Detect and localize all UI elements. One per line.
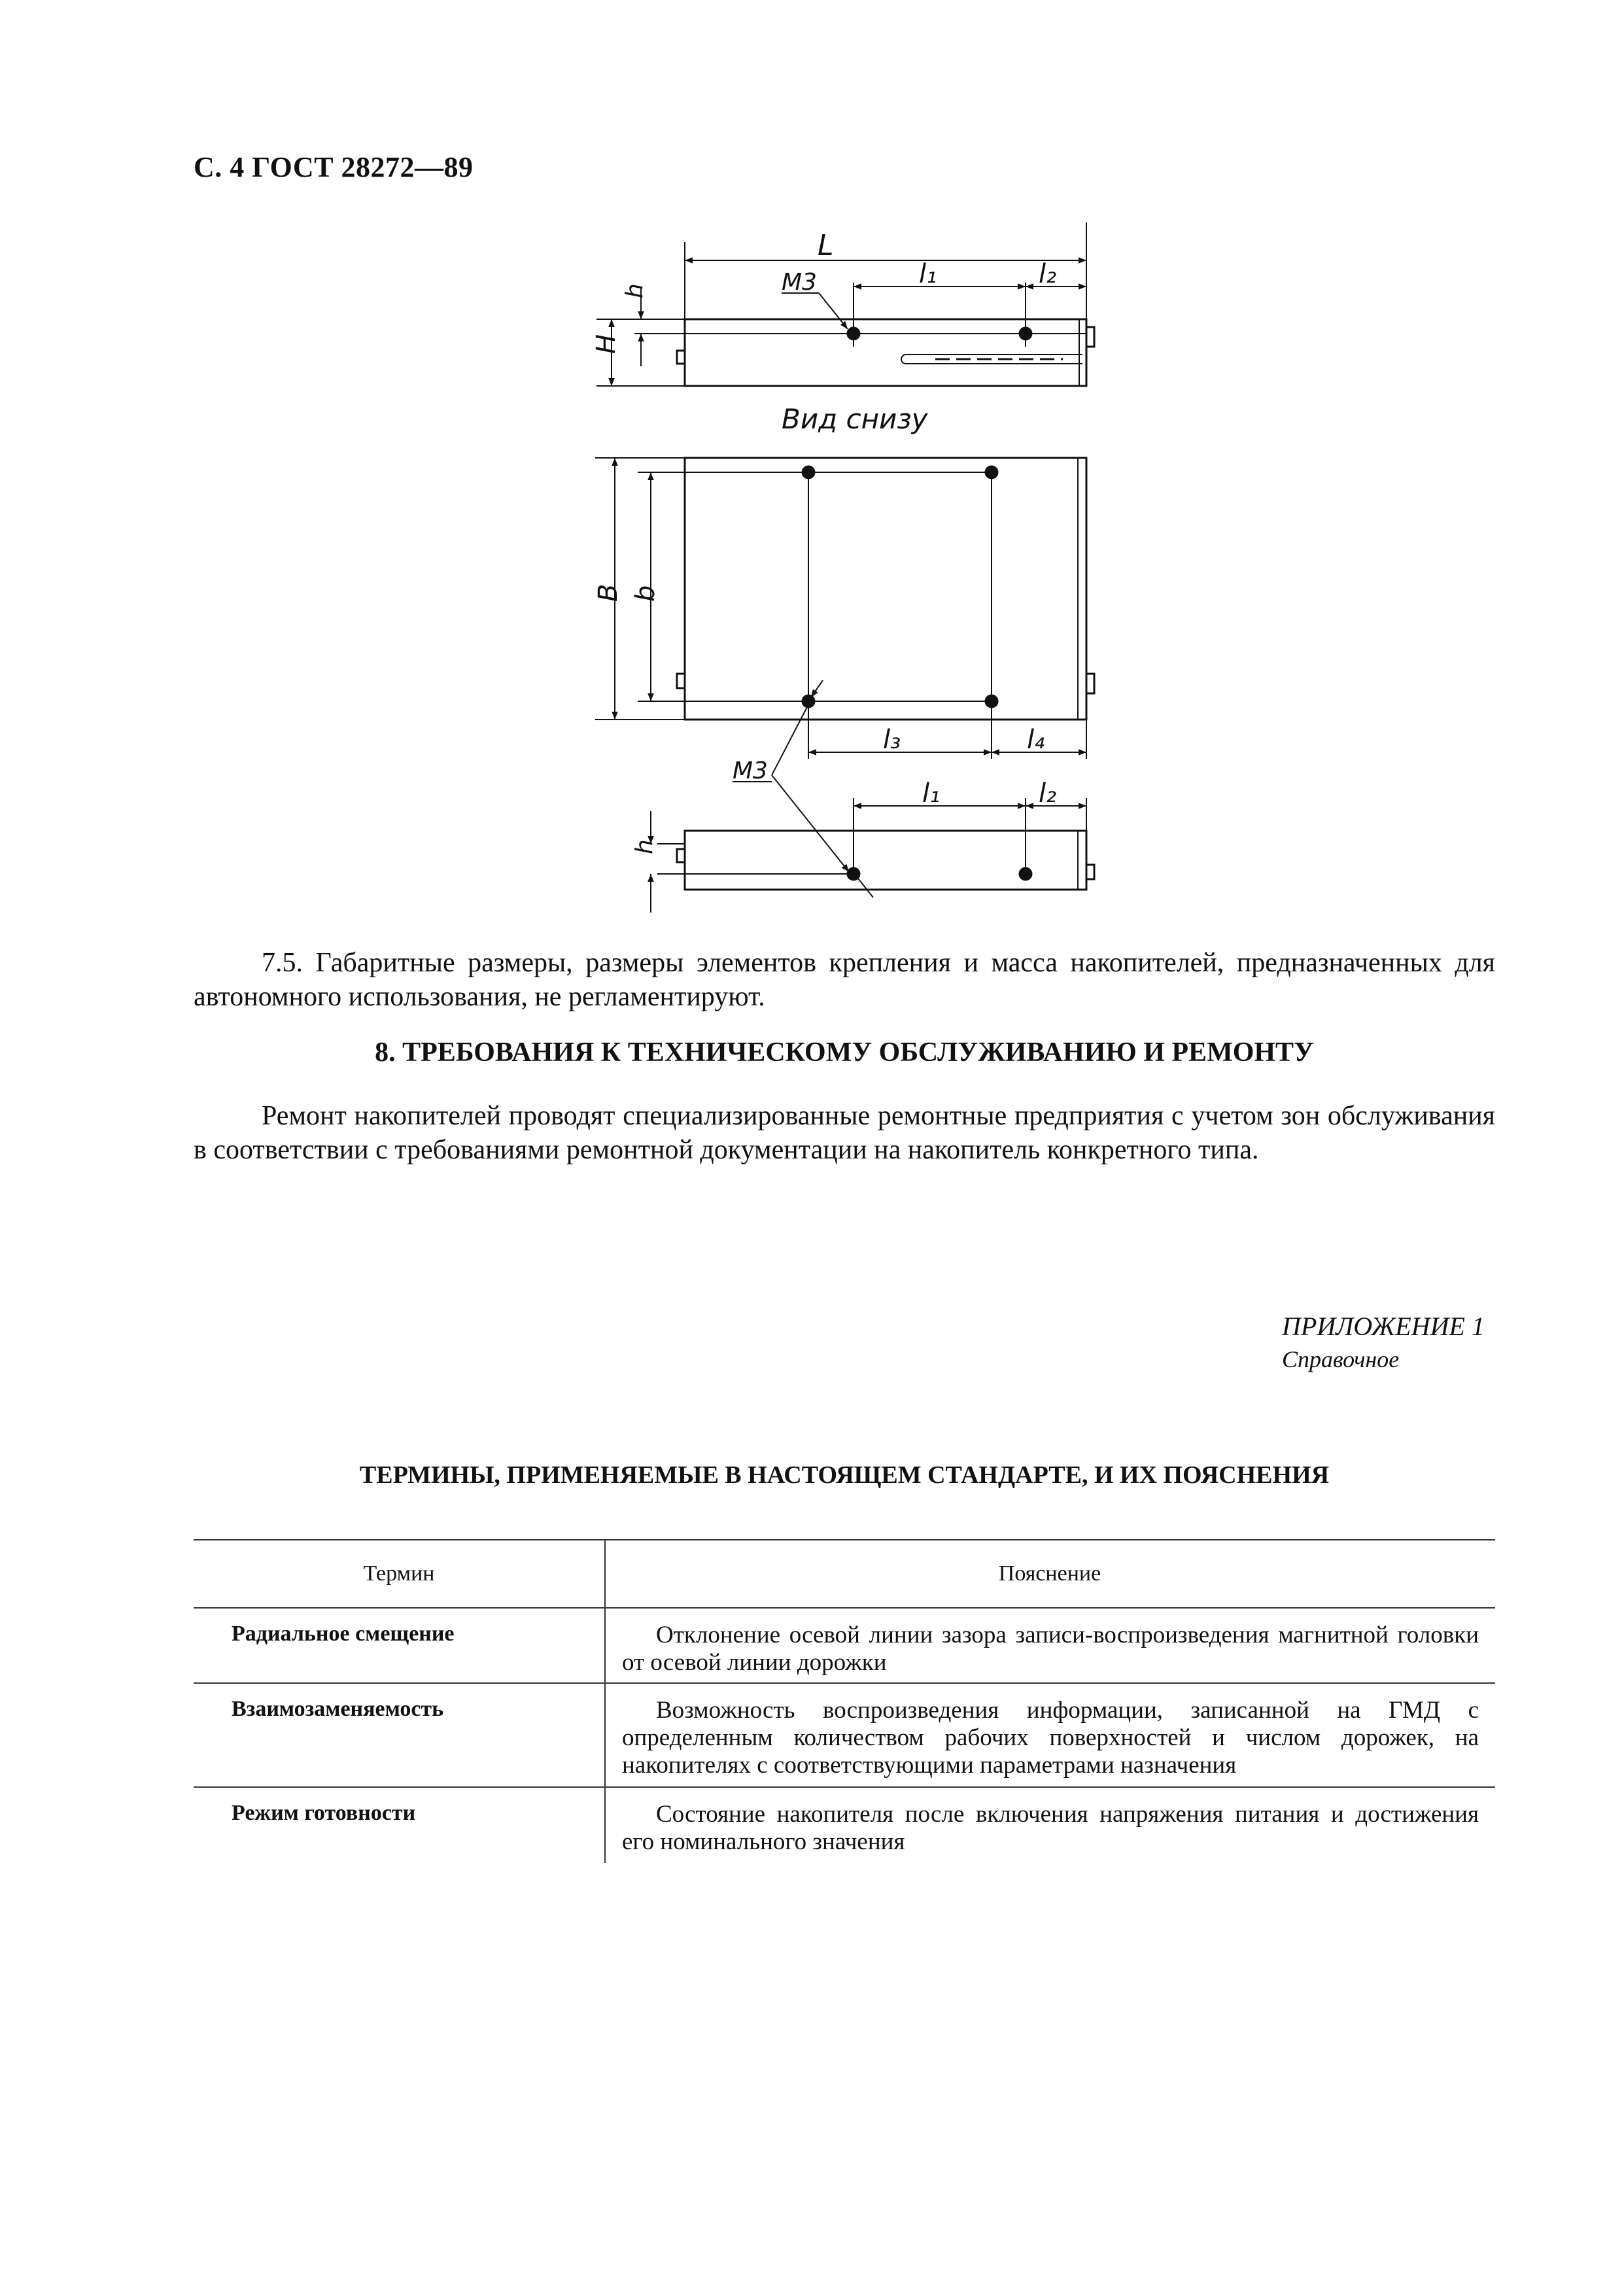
appendix-label xyxy=(1282,1310,1485,1376)
dim-label-B: B xyxy=(593,583,623,602)
bottom-connector-left xyxy=(677,674,685,688)
page-header: С. 4 ГОСТ 28272—89 xyxy=(194,151,474,183)
dim-label-h-top: h xyxy=(621,283,648,298)
side-connector-right xyxy=(1086,327,1094,347)
dim-label-l2: l₂ xyxy=(1039,259,1057,289)
dim-label-l4: l₄ xyxy=(1027,725,1045,755)
column-header-term: Термин xyxy=(363,1561,435,1586)
dim-label-l2-lower: l₂ xyxy=(1039,778,1057,809)
label-m3-top: М3 xyxy=(782,269,817,296)
dim-label-H: H xyxy=(591,334,621,354)
paragraph-7-5: 7.5. Габаритные размеры, размеры элементов крепления и масса накопителей, предназначенных для автономного использования, не регламентируют. xyxy=(194,948,1495,1012)
terms-table-title: ТЕРМИНЫ, ПРИМЕНЯЕМЫЕ В НАСТОЯЩЕМ СТАНДАРТЕ, И ИХ ПОЯСНЕНИЯ xyxy=(359,1461,1330,1489)
appendix-title: ПРИЛОЖЕНИЕ 1 xyxy=(1282,1312,1485,1341)
column-header-explanation: Пояснение xyxy=(998,1561,1101,1586)
appendix-subtitle: Справочное xyxy=(1282,1346,1400,1372)
dim-label-l1-lower: l₁ xyxy=(922,778,941,809)
dim-label-L: L xyxy=(818,229,834,262)
dim-label-l1: l₁ xyxy=(919,259,937,289)
lower-connector-left xyxy=(677,849,685,862)
term-cell: Взаимозаменяемость xyxy=(232,1697,444,1721)
explanation-cell: Состояние накопителя после включения напряжения питания и достижения его номинального значения xyxy=(622,1801,1479,1855)
technical-drawing xyxy=(0,0,1624,955)
bottom-connector-right xyxy=(1086,674,1094,693)
explanation-cell: Возможность воспроизведения информации, записанной на ГМД с определенным количеством рабочих поверхностей и числом дорожек, на накопителях с соответствующими параметрами назначения xyxy=(622,1697,1479,1779)
label-m3-bottom: М3 xyxy=(733,757,768,784)
mount-hole xyxy=(848,328,859,339)
dim-label-h-lower: h xyxy=(631,839,658,854)
dim-label-b: b xyxy=(631,585,661,602)
side-connector-left xyxy=(677,351,685,364)
term-cell: Режим готовности xyxy=(232,1801,416,1825)
bottom-view-caption: Вид снизу xyxy=(782,403,928,435)
bottom-view-body xyxy=(685,458,1086,720)
dim-label-l3: l₃ xyxy=(883,725,901,755)
term-cell: Радиальное смещение xyxy=(232,1622,455,1646)
section-8-text: Ремонт накопителей проводят специализированные ремонтные предприятия с учетом зон обслуживания в соответствии с требованиями ремонтной документации на накопитель конкретного типа. xyxy=(194,1101,1495,1165)
lower-connector-right xyxy=(1086,865,1094,879)
explanation-cell: Отклонение осевой линии зазора записи-воспроизведения магнитной головки от осевой линии дорожки xyxy=(622,1622,1479,1676)
mount-hole xyxy=(1020,328,1031,339)
section-8-heading: 8. ТРЕБОВАНИЯ К ТЕХНИЧЕСКОМУ ОБСЛУЖИВАНИЮ И РЕМОНТУ xyxy=(375,1037,1314,1068)
